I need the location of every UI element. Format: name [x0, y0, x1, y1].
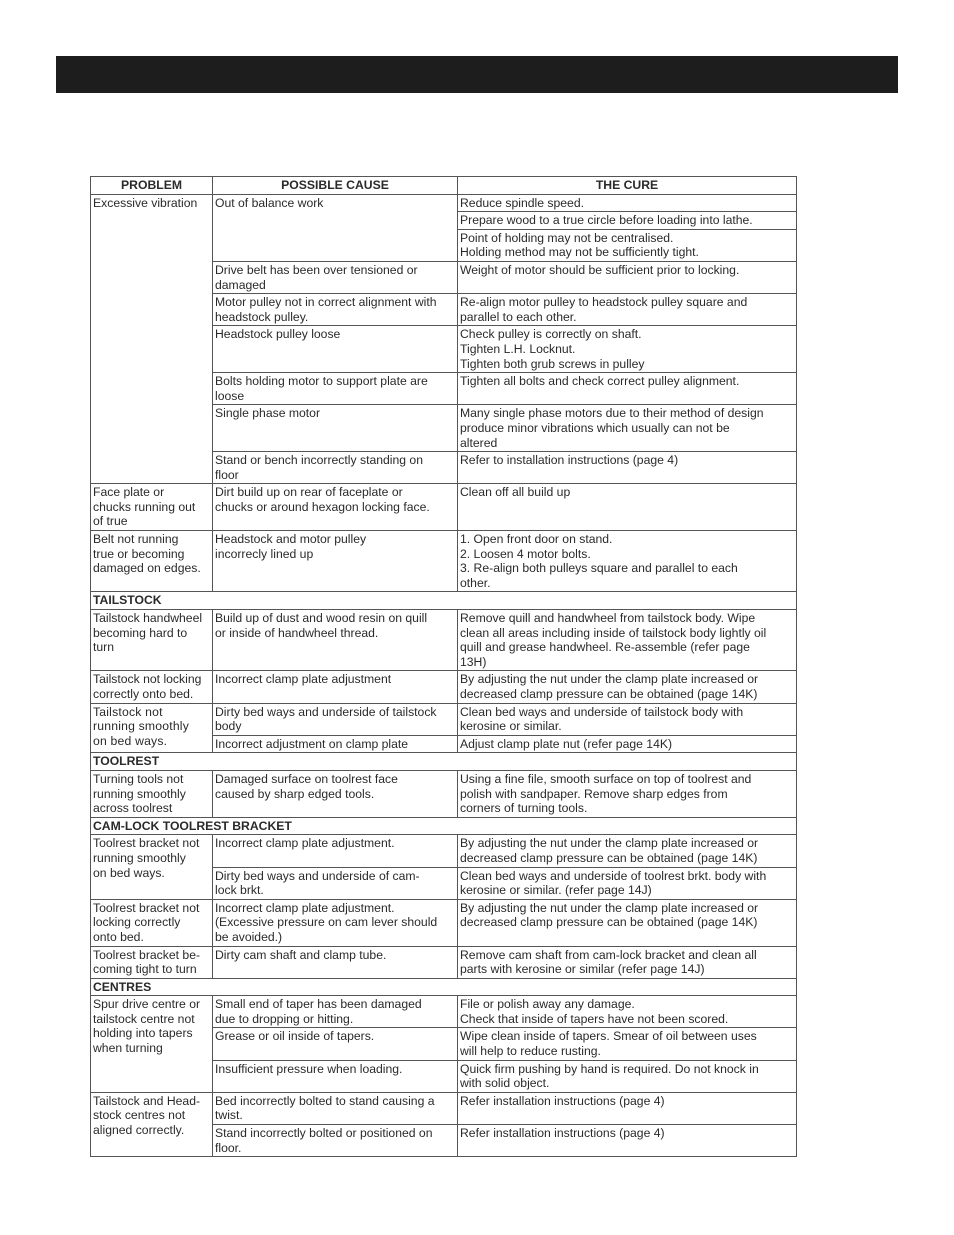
cure-cell: Clean bed ways and underside of toolrest brkt. body with kerosine or similar. (refer page 14J) — [458, 867, 797, 899]
cause-cell: Dirty bed ways and underside of tailstock body — [213, 703, 458, 735]
table-header-row — [91, 177, 797, 195]
problem-cell: Belt not running true or becoming damaged on edges. — [91, 531, 213, 592]
cure-cell: By adjusting the nut under the clamp plate increased or decreased clamp pressure can be obtained (page 14K) — [458, 671, 797, 703]
cause-cell: Dirt build up on rear of faceplate or chucks or around hexagon locking face. — [213, 484, 458, 531]
section-row — [91, 978, 797, 996]
cause-cell: Headstock pulley loose — [213, 326, 458, 373]
cure-cell: Wipe clean inside of tapers. Smear of oil between uses will help to reduce rusting. — [458, 1028, 797, 1060]
problem-cell: Turning tools not running smoothly across toolrest — [91, 770, 213, 817]
table-row — [91, 531, 797, 592]
cause-cell: Incorrect clamp plate adjustment. — [213, 835, 458, 867]
problem-cell: Tailstock not running smoothly on bed ways. — [91, 703, 213, 753]
cure-cell: 1. Open front door on stand. 2. Loosen 4 motor bolts. 3. Re-align both pulleys square and parallel to each other. — [458, 531, 797, 592]
cause-cell: Drive belt has been over tensioned or damaged — [213, 261, 458, 293]
section-row — [91, 592, 797, 610]
problem-cell: Face plate or chucks running out of true — [91, 484, 213, 531]
cause-cell: Dirty bed ways and underside of cam- lock brkt. — [213, 867, 458, 899]
problem-cell: Toolrest bracket not running smoothly on bed ways. — [91, 835, 213, 899]
cause-cell: Build up of dust and wood resin on quill or inside of handwheel thread. — [213, 610, 458, 671]
cure-cell: Check pulley is correctly on shaft. Tighten L.H. Locknut. Tighten both grub screws in pulley — [458, 326, 797, 373]
header-the-cure: THE CURE — [458, 177, 797, 195]
table-row — [91, 996, 797, 1028]
cure-cell: Clean off all build up — [458, 484, 797, 531]
section-row — [91, 817, 797, 835]
cure-cell: By adjusting the nut under the clamp plate increased or decreased clamp pressure can be obtained (page 14K) — [458, 899, 797, 946]
cause-cell: Single phase motor — [213, 405, 458, 452]
cause-cell: Out of balance work — [213, 194, 458, 261]
table-row — [91, 835, 797, 867]
cause-cell: Dirty cam shaft and clamp tube. — [213, 946, 458, 978]
cause-cell: Incorrect clamp plate adjustment — [213, 671, 458, 703]
cause-cell: Stand incorrectly bolted or positioned on floor. — [213, 1125, 458, 1157]
table-row — [91, 946, 797, 978]
cause-cell: Grease or oil inside of tapers. — [213, 1028, 458, 1060]
problem-cell: Toolrest bracket not locking correctly onto bed. — [91, 899, 213, 946]
cure-cell: Quick firm pushing by hand is required. Do not knock in with solid object. — [458, 1060, 797, 1092]
cure-cell: Refer to installation instructions (page 4) — [458, 452, 797, 484]
cure-cell: Prepare wood to a true circle before loading into lathe. — [458, 212, 797, 230]
cure-cell: Remove cam shaft from cam-lock bracket and clean all parts with kerosine or similar (refer page 14J) — [458, 946, 797, 978]
problem-cell: Tailstock and Head- stock centres not aligned correctly. — [91, 1092, 213, 1156]
cause-cell: Insufficient pressure when loading. — [213, 1060, 458, 1092]
table-row — [91, 899, 797, 946]
cause-cell: Motor pulley not in correct alignment with headstock pulley. — [213, 294, 458, 326]
problem-cell: Tailstock handwheel becoming hard to turn — [91, 610, 213, 671]
problem-cell: Spur drive centre or tailstock centre not holding into tapers when turning — [91, 996, 213, 1093]
table-row — [91, 484, 797, 531]
table-row — [91, 703, 797, 735]
cause-cell: Stand or bench incorrectly standing on floor — [213, 452, 458, 484]
cure-cell: Many single phase motors due to their method of design produce minor vibrations which usually can not be altered — [458, 405, 797, 452]
problem-cell: Tailstock not locking correctly onto bed. — [91, 671, 213, 703]
header-problem: PROBLEM — [91, 177, 213, 195]
cure-cell: Point of holding may not be centralised. Holding method may not be sufficiently tight. — [458, 229, 797, 261]
cure-cell: Refer installation instructions (page 4) — [458, 1092, 797, 1124]
table-row — [91, 770, 797, 817]
cure-cell: Remove quill and handwheel from tailstock body. Wipe clean all areas including inside of tailstock body lightly oil quill and grease handwheel. Re-assemble (refer page 13H) — [458, 610, 797, 671]
cure-cell: Tighten all bolts and check correct pulley alignment. — [458, 373, 797, 405]
table-row — [91, 1092, 797, 1124]
cause-cell: Bolts holding motor to support plate are loose — [213, 373, 458, 405]
cure-cell: Using a fine file, smooth surface on top of toolrest and polish with sandpaper. Remove sharp edges from corners of turning tools. — [458, 770, 797, 817]
section-heading-camlock: CAM-LOCK TOOLREST BRACKET — [91, 817, 797, 835]
cure-cell: File or polish away any damage. Check that inside of tapers have not been scored. — [458, 996, 797, 1028]
cure-cell: Refer installation instructions (page 4) — [458, 1125, 797, 1157]
header-possible-cause: POSSIBLE CAUSE — [213, 177, 458, 195]
section-row — [91, 753, 797, 771]
section-heading-tailstock: TAILSTOCK — [91, 592, 797, 610]
cure-cell: By adjusting the nut under the clamp plate increased or decreased clamp pressure can be obtained (page 14K) — [458, 835, 797, 867]
cure-cell: Adjust clamp plate nut (refer page 14K) — [458, 735, 797, 753]
cure-cell: Weight of motor should be sufficient prior to locking. — [458, 261, 797, 293]
table-row — [91, 671, 797, 703]
cure-cell: Clean bed ways and underside of tailstock body with kerosine or similar. — [458, 703, 797, 735]
cause-cell: Headstock and motor pulley incorrecly lined up — [213, 531, 458, 592]
problem-cell: Excessive vibration — [91, 194, 213, 484]
table-row — [91, 194, 797, 212]
table-row — [91, 610, 797, 671]
cause-cell: Incorrect clamp plate adjustment. (Excessive pressure on cam lever should be avoided.) — [213, 899, 458, 946]
cure-cell: Reduce spindle speed. — [458, 194, 797, 212]
cause-cell: Small end of taper has been damaged due to dropping or hitting. — [213, 996, 458, 1028]
section-heading-centres: CENTRES — [91, 978, 797, 996]
troubleshooting-table — [90, 176, 797, 1157]
cause-cell: Damaged surface on toolrest face caused by sharp edged tools. — [213, 770, 458, 817]
cause-cell: Incorrect adjustment on clamp plate — [213, 735, 458, 753]
problem-cell: Toolrest bracket be- coming tight to turn — [91, 946, 213, 978]
header-bar — [56, 56, 898, 93]
section-heading-toolrest: TOOLREST — [91, 753, 797, 771]
cause-cell: Bed incorrectly bolted to stand causing a twist. — [213, 1092, 458, 1124]
cure-cell: Re-align motor pulley to headstock pulley square and parallel to each other. — [458, 294, 797, 326]
